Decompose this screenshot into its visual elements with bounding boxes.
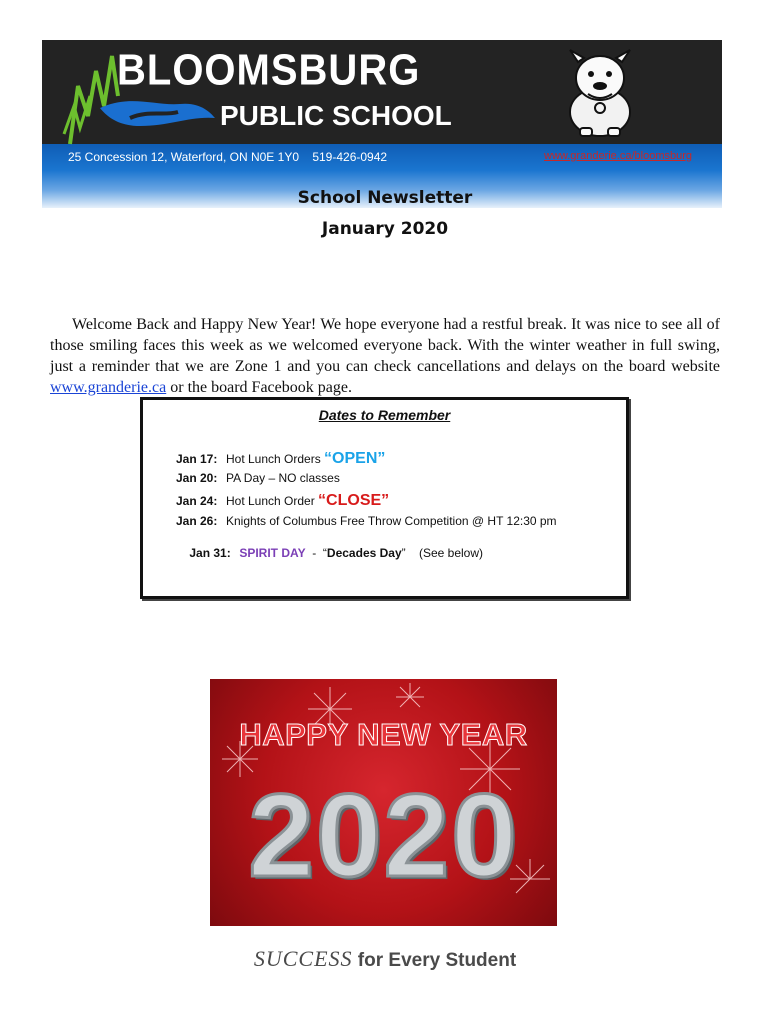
date-label: Jan 17:	[176, 452, 218, 466]
date-row	[176, 492, 389, 510]
board-website-link[interactable]: www.granderie.ca	[50, 379, 167, 396]
date-text: PA Day – NO classes	[226, 471, 340, 485]
intro-text-end: or the board Facebook page.	[166, 379, 352, 396]
bulldog-mascot-icon	[560, 44, 640, 140]
date-row	[176, 471, 340, 485]
slogan-rest: for Every Student	[352, 950, 517, 971]
slogan-success: SUCCESS	[253, 946, 353, 971]
date-row	[176, 514, 557, 528]
dates-title: Dates to Remember	[318, 407, 451, 423]
date-text: Knights of Columbus Free Throw Competition @ HT 12:30 pm	[226, 514, 557, 528]
decades-day-label: Decades Day	[326, 546, 402, 560]
date-label: Jan 20:	[176, 471, 218, 485]
date-text-tail: ” (See below)	[401, 546, 484, 560]
school-subtitle: PUBLIC SCHOOL	[220, 100, 452, 131]
close-highlight: “CLOSE”	[318, 492, 390, 509]
date-label: Jan 24:	[176, 494, 218, 508]
happy-new-year-text: HAPPY NEW YEAR	[239, 717, 528, 752]
date-text: - “	[305, 546, 327, 560]
open-highlight: “OPEN”	[324, 450, 386, 467]
date-label: Jan 26:	[176, 514, 218, 528]
date-text: Hot Lunch Order	[226, 494, 319, 508]
date-row	[176, 532, 483, 574]
year-2020-text: 2020	[248, 770, 519, 902]
school-website-link[interactable]: www.granderie.ca/bloomsburg	[544, 150, 692, 162]
dates-to-remember-box	[140, 397, 629, 599]
intro-paragraph	[50, 314, 720, 398]
newsletter-date: January 2020	[321, 219, 449, 239]
school-address: 25 Concession 12, Waterford, ON N0E 1Y0 519-426-0942	[68, 150, 388, 164]
date-row	[176, 450, 385, 468]
date-text: Hot Lunch Orders	[226, 452, 325, 466]
spirit-day-label: SPIRIT DAY	[239, 546, 306, 560]
school-slogan	[0, 946, 770, 972]
newsletter-heading	[0, 183, 770, 245]
school-name: BLOOMSBURG	[117, 45, 421, 95]
intro-text: Welcome Back and Happy New Year! We hope everyone had a restful break. It was nice to see all of those smiling faces this week as we welcomed everyone back. With the winter weather in full swing, just a reminder that we are Zone 1 and you can check cancellations and delays on the board website	[50, 316, 720, 375]
date-label: Jan 31:	[189, 546, 231, 560]
newsletter-title: School Newsletter	[297, 188, 473, 208]
happy-new-year-image	[210, 679, 557, 926]
